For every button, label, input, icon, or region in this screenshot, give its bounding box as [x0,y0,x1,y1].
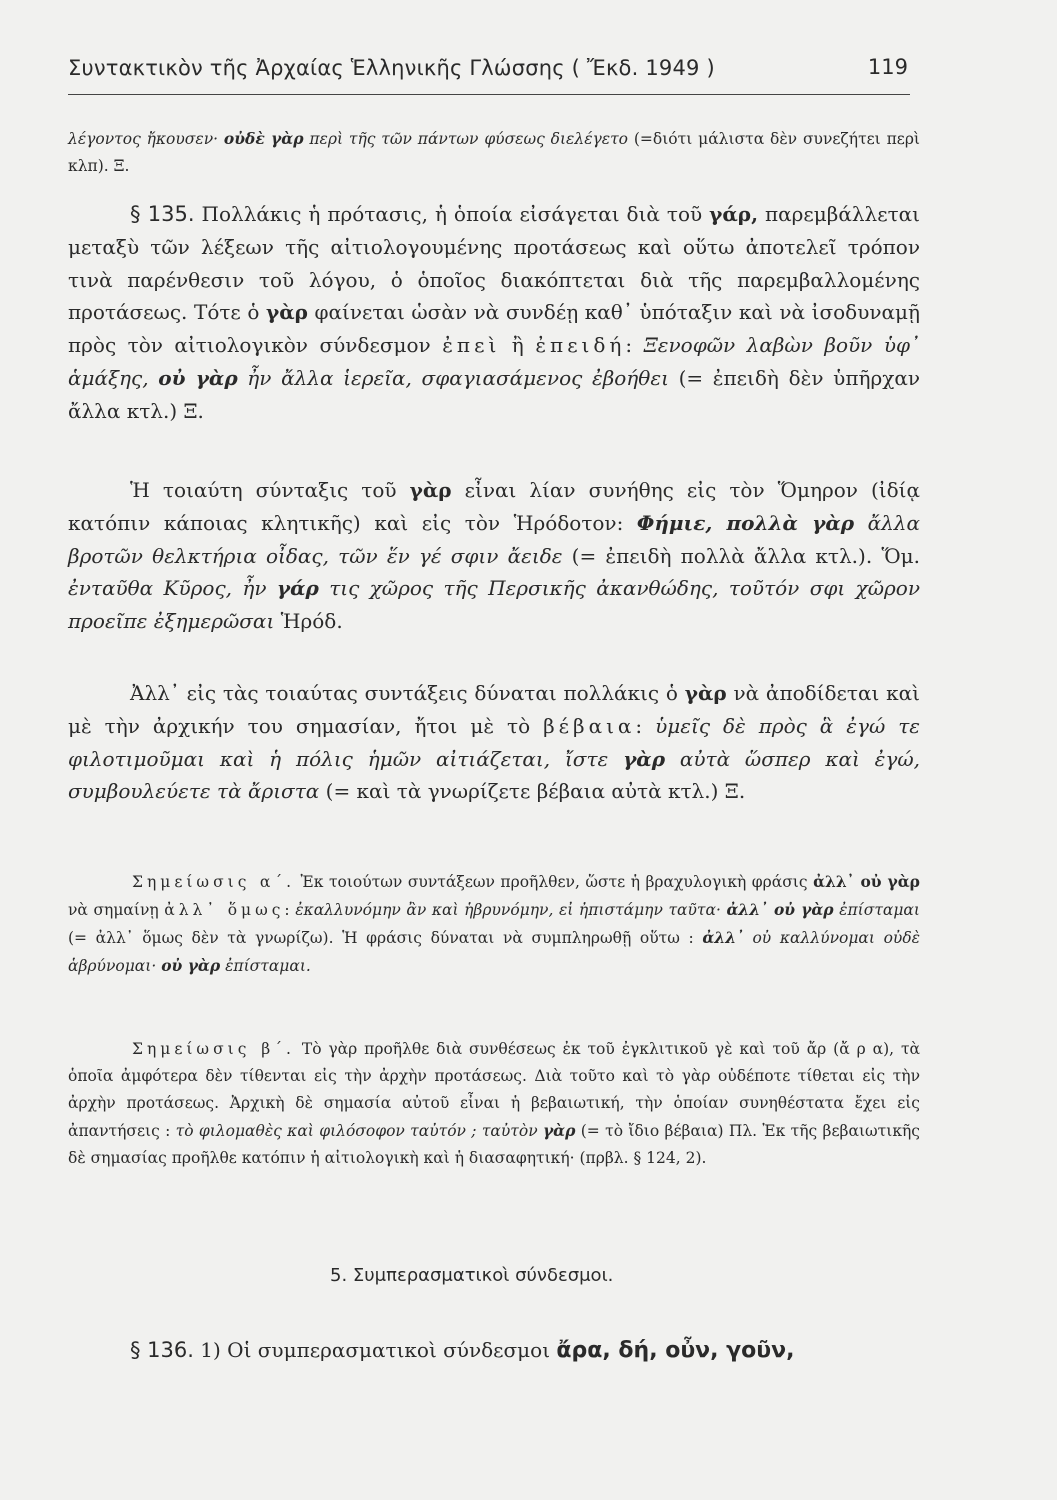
page-number: 119 [867,55,908,79]
section-135-paragraph: § 135. Πολλάκις ἡ πρότασις, ἡ ὁποία εἰσάγεται διὰ τοῦ γάρ, παρεμβάλλεται μεταξὺ τῶν λέξεων τῆς αἰτιολογουμένης προτάσεως καὶ οὕτω ἀποτελεῖ τρόπον τινὰ παρένθεσιν τοῦ λόγου, ὁ ὁποῖος διακόπτεται διὰ τῆς παρεμβαλλομένης προτάσεως. Τότε ὁ γὰρ φαίνεται ὡσὰν νὰ συνδέῃ καθ᾽ ὑπόταξιν καὶ νὰ ἰσοδυναμῇ πρὸς τὸν αἰτιολογικὸν σύνδεσμον ἐπεὶ ἢ ἐπειδή: Ξενοφῶν λαβὼν βοῦν ὑφ᾽ ἁμάξης, οὐ γὰρ ἦν ἄλλα ἱερεῖα, σφαγιασάμενος ἐβοήθει (= ἐπειδὴ δὲν ὑπῆρχαν ἄλλα κτλ.) Ξ. [68,202,920,423]
note-alpha: Σημείωσις α΄. Ἐκ τοιούτων συντάξεων προῆλθεν, ὥστε ἡ βραχυλογικὴ φράσις ἀλλ᾽ οὐ γὰρ νὰ σημαίνῃ ἀλλ᾽ ὅμως: ἐκαλλυνόμην ἂν καὶ ἡβρυνόμην, εἰ ἠπιστάμην ταῦτα· ἀλλ᾽ οὐ γὰρ ἐπίσταμαι (= ἀλλ᾽ ὅμως δὲν τὰ γνωρίζω). Ἡ φράσις δύναται νὰ συμπληρωθῇ οὕτω : ἀλλ᾽ οὐ καλλύνομαι οὐδὲ ἁβρύνομαι· οὐ γὰρ ἐπίσταμαι. [68,872,920,975]
section-136-paragraph: § 136. 1) Οἱ συμπερασματικοὶ σύνδεσμοι ἄρα, δή, οὖν, γοῦν, [130,1338,795,1363]
section-subheading: 5. Συμπερασματικοὶ σύνδεσμοι. [330,1265,614,1286]
note-label: Σημείωσις β΄. [132,1040,295,1058]
original-meaning-paragraph: Ἀλλ᾽ εἰς τὰς τοιαύτας συντάξεις δύναται πολλάκις ὁ γὰρ νὰ ἀποδίδεται καὶ μὲ τὴν ἀρχικήν του σημασίαν, ἤτοι μὲ τὸ βέβαια: ὑμεῖς δὲ πρὸς ἃ ἐγώ τε φιλοτιμοῦμαι καὶ ἡ πόλις ἡμῶν αἰτιάζεται, ἴστε γὰρ αὐτὰ ὥσπερ καὶ ἐγώ, συμβουλεύετε τὰ ἄριστα (= καὶ τὰ γνωρίζετε βέβαια αὐτὰ κτλ.) Ξ. [68,681,921,804]
section-number: § 136. [130,1338,194,1362]
homer-herodotus-paragraph: Ἡ τοιαύτη σύνταξις τοῦ γὰρ εἶναι λίαν συνήθης εἰς τὸν Ὅμηρον (ἰδίᾳ κατόπιν κάποιας κλητικῆς) καὶ εἰς τὸν Ἡρόδοτον: Φήμιε, πολλὰ γὰρ ἄλλα βροτῶν θελκτήρια οἶδας, τῶν ἕν γέ σφιν ἄειδε (= ἐπειδὴ πολλὰ ἄλλα κτλ.). Ὅμ. ἐνταῦθα Κῦρος, ἦν γάρ τις χῶρος τῆς Περσικῆς ἀκανθώδης, τοῦτόν σφι χῶρον προεῖπε ἐξημερῶσαι Ἡρόδ. [68,478,921,634]
continued-example-paragraph: λέγοντος ἤκουσεν· οὐδὲ γὰρ περὶ τῆς τῶν πάντων φύσεως διελέγετο (=διότι μάλιστα δὲν συνεζήτει περὶ κλπ). Ξ. [68,129,921,175]
header-title: Συντακτικὸν τῆς Ἀρχαίας Ἑλληνικῆς Γλώσσης ( Ἔκδ. 1949 ) [68,56,715,80]
note-label: Σημείωσις α΄. [132,873,296,891]
running-header [68,52,910,95]
section-number: § 135. [130,202,195,226]
note-beta: Σημείωσις β΄. Τὸ γὰρ προῆλθε διὰ συνθέσεως ἐκ τοῦ ἐγκλιτικοῦ γὲ καὶ τοῦ ἄρ (ἄ ρ α), τὰ ὁποῖα ἀμφότερα δὲν τίθενται εἰς τὴν ἀρχὴν προτάσεως. Διὰ τοῦτο καὶ τὸ γὰρ οὐδέποτε τίθεται εἰς τὴν ἀρχὴν προτάσεως. Ἀρχικὴ δὲ σημασία αὐτοῦ εἶναι ἡ βεβαιωτική, τὴν ὁποίαν συνηθέστατα ἔχει εἰς ἀπαντήσεις : τὸ φιλομαθὲς καὶ φιλόσοφον ταὐτόν ; ταὐτὸν γὰρ (= τὸ ἴδιο βέβαια) Πλ. Ἐκ τῆς βεβαιωτικῆς δὲ σημασίας προῆλθε κατόπιν ἡ αἰτιολογικὴ καὶ ἡ διασαφητική· (πρβλ. § 124, 2). [68,1040,920,1167]
